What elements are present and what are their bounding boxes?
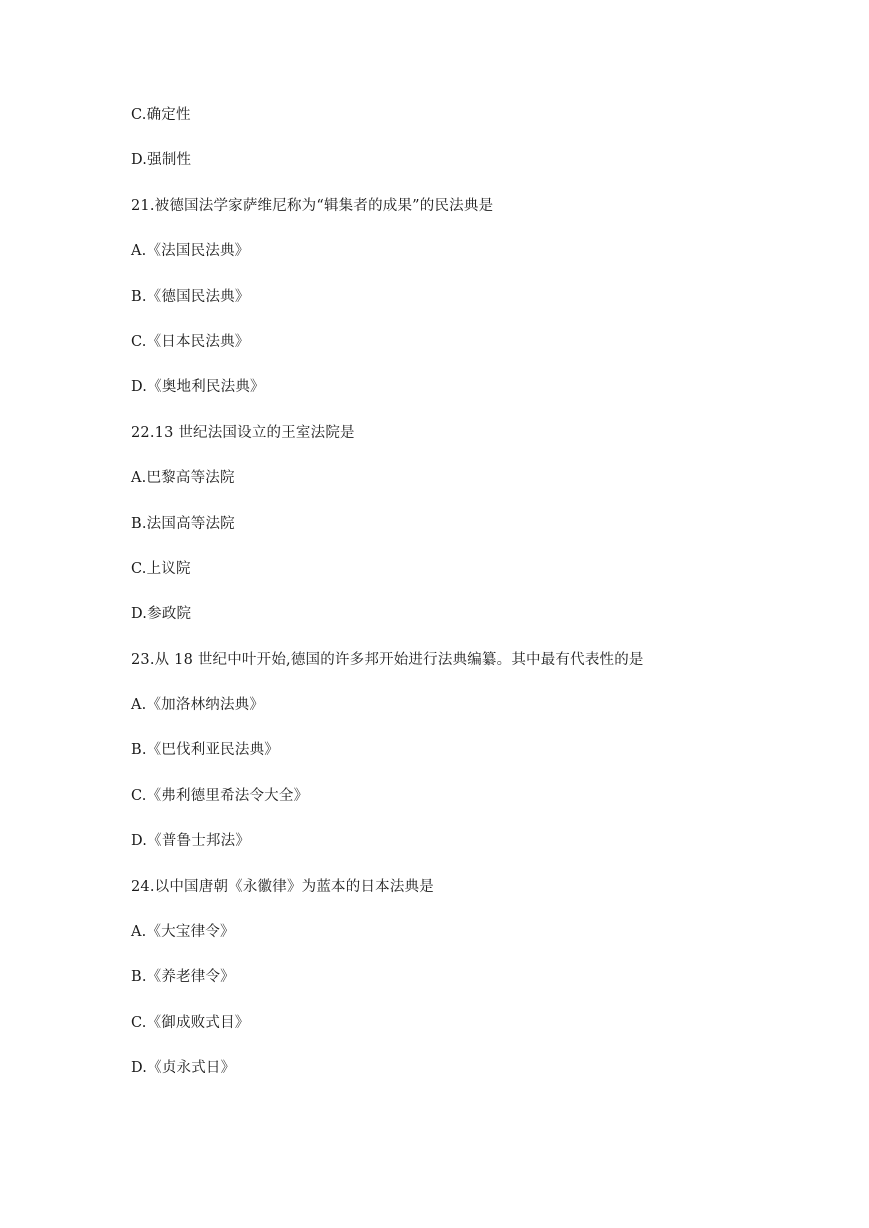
option-line: C.《日本民法典》 [131, 333, 250, 350]
option-line: C.《弗利德里希法令大全》 [131, 787, 309, 804]
question-line: 21.被德国法学家萨维尼称为“辑集者的成果”的民法典是 [131, 197, 494, 214]
option-line: C.《御成败式目》 [131, 1014, 250, 1031]
option-line: C.上议院 [131, 560, 191, 577]
option-line: D.强制性 [131, 152, 192, 169]
question-line: 22.13 世纪法国设立的王室法院是 [131, 424, 355, 441]
option-line: D.《奥地利民法典》 [131, 379, 265, 396]
option-line: C.确定性 [131, 107, 191, 123]
option-line: D.参政院 [131, 606, 192, 623]
option-line: B.《巴伐利亚民法典》 [131, 742, 279, 759]
option-line: A.《法国民法典》 [131, 243, 250, 260]
question-line: 24.以中国唐朝《永徽律》为蓝本的日本法典是 [131, 878, 434, 895]
option-line: B.法国高等法院 [131, 515, 235, 532]
option-line: B.《养老律令》 [131, 969, 235, 986]
option-line: A.《大宝律令》 [131, 924, 235, 941]
option-line: D.《普鲁士邦法》 [131, 833, 251, 850]
option-line: B.《德国民法典》 [131, 288, 250, 305]
option-line: D.《贞永式日》 [131, 1060, 236, 1077]
option-line: A.《加洛林纳法典》 [131, 697, 265, 714]
question-content [131, 104, 811, 1103]
question-line: 23.从 18 世纪中叶开始,德国的许多邦开始进行法典编纂。其中最有代表性的是 [131, 651, 644, 668]
option-line: A.巴黎高等法院 [131, 470, 235, 487]
